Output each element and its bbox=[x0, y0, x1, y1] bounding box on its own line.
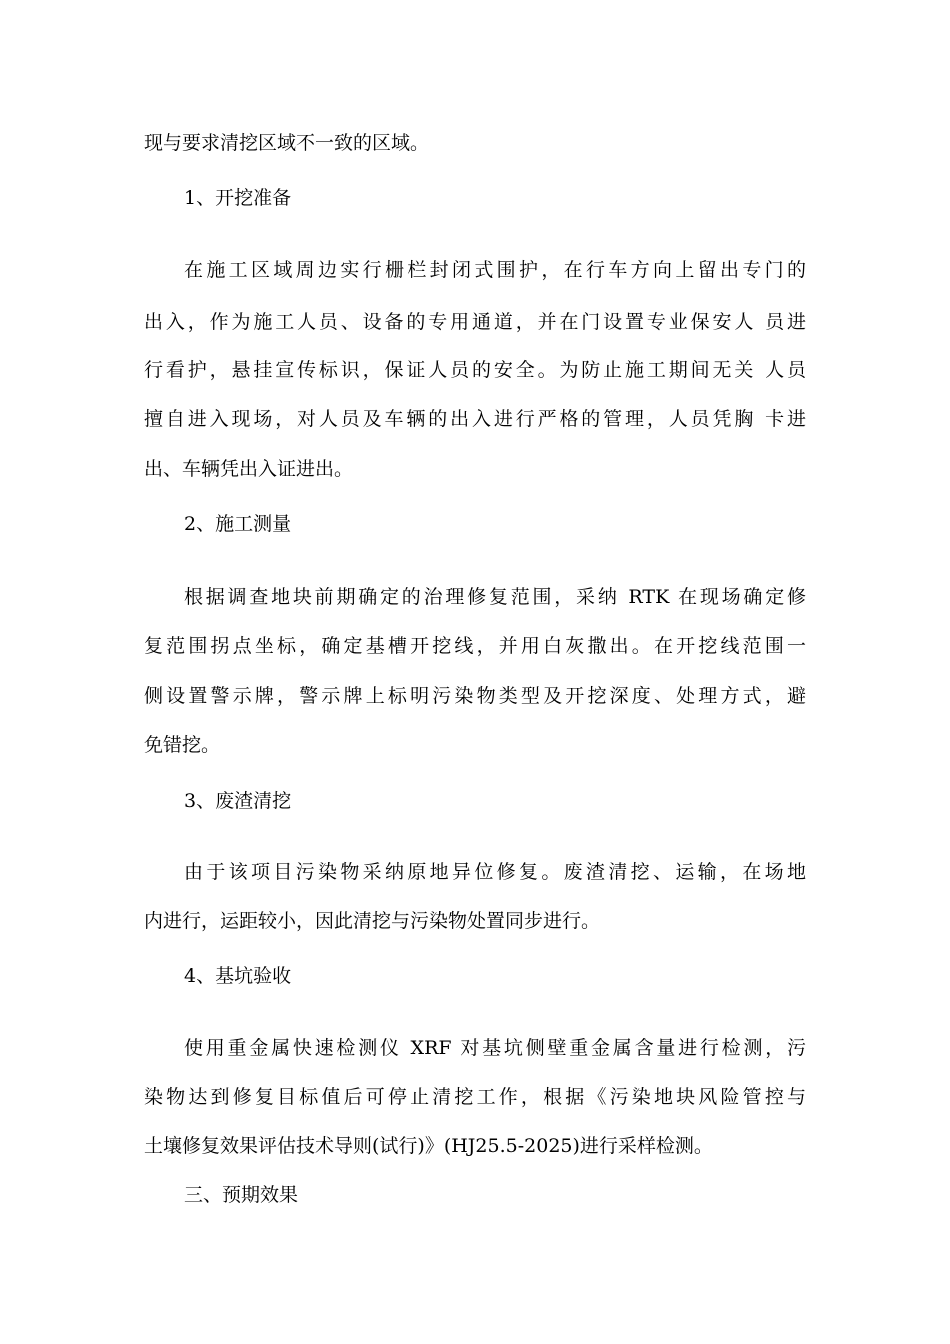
paragraph-line: 行看护，悬挂宣传标识，保证人员的安全。为防止施工期间无关 人员 bbox=[144, 359, 806, 381]
paragraph-line: 擅自进入现场，对人员及车辆的出入进行严格的管理，人员凭胸 卡进 bbox=[144, 408, 806, 430]
paragraph-line: 出入，作为施工人员、设备的专用通道，并在门设置专业保安人 员进 bbox=[144, 311, 806, 333]
paragraph-line: 免错挖。 bbox=[144, 734, 221, 756]
paragraph-line: 内进行，运距较小，因此清挖与污染物处置同步进行。 bbox=[144, 910, 601, 932]
paragraph-continuation-line: 现与要求清挖区域不一致的区域。 bbox=[144, 132, 430, 154]
paragraph-line: 根据调查地块前期确定的治理修复范围，采纳 RTK 在现场确定修 bbox=[184, 586, 806, 608]
section-heading-expected-results: 三、预期效果 bbox=[184, 1184, 299, 1206]
paragraph-line: 染物达到修复目标值后可停止清挖工作，根据《污染地块风险管控与 bbox=[144, 1086, 806, 1108]
paragraph-line: 侧设置警示牌，警示牌上标明污染物类型及开挖深度、处理方式，避 bbox=[144, 685, 806, 707]
paragraph-line: 复范围拐点坐标，确定基槽开挖线，并用白灰撒出。在开挖线范围一 bbox=[144, 635, 806, 657]
section-heading-excavation-prep: 1、开挖准备 bbox=[184, 187, 292, 209]
paragraph-line: 使用重金属快速检测仪 XRF 对基坑侧壁重金属含量进行检测，污 bbox=[184, 1037, 806, 1059]
section-heading-survey: 2、施工测量 bbox=[184, 513, 292, 535]
paragraph-line: 出、车辆凭出入证进出。 bbox=[144, 458, 354, 480]
paragraph-line: 土壤修复效果评估技术导则(试行)》(HJ25.5-2025)进行采样检测。 bbox=[144, 1135, 713, 1157]
paragraph-line: 在施工区域周边实行栅栏封闭式围护，在行车方向上留出专门的 bbox=[184, 259, 806, 281]
paragraph-line: 由于该项目污染物采纳原地异位修复。废渣清挖、运输，在场地 bbox=[184, 861, 806, 883]
section-heading-pit-acceptance: 4、基坑验收 bbox=[184, 965, 292, 987]
section-heading-waste-removal: 3、废渣清挖 bbox=[184, 790, 292, 812]
